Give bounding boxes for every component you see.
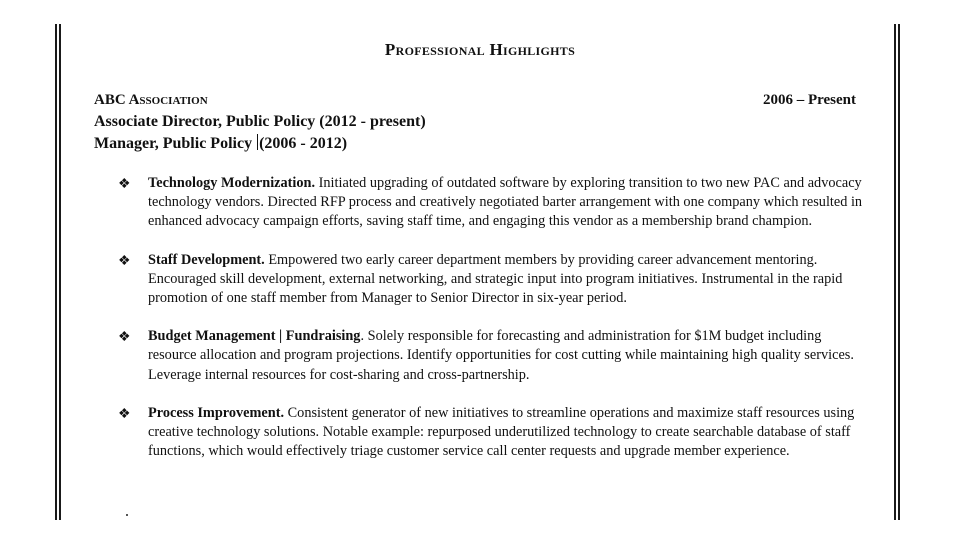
highlight-item: [118, 327, 866, 385]
diamond-bullet-icon: ❖: [118, 330, 131, 346]
page-border-left: [55, 24, 61, 520]
highlight-title: Process Improvement.: [148, 404, 285, 421]
highlight-title: Budget Management | Fundraising: [148, 328, 361, 345]
role-title-manager: [94, 134, 347, 153]
highlight-body: Empowered two early career department members by providing career advancement mentoring. Encouraged skill development, external networking, and strategic input into program initiatives. Instrumental in the rapid promotion of one staff member from Manager to Senior Director in six-year period.: [148, 251, 843, 307]
highlight-title: Staff Development.: [148, 251, 265, 268]
highlight-title: Technology Modernization.: [148, 175, 316, 191]
role-title-manager-part2: (2006 - 2012): [259, 135, 348, 152]
page-border-right: [894, 24, 900, 520]
role-title-manager-part1: Manager, Public Policy: [94, 135, 257, 152]
highlight-text: [148, 327, 866, 385]
highlight-text: [148, 251, 866, 309]
diamond-bullet-icon: ❖: [118, 253, 131, 269]
highlight-item: [118, 251, 866, 309]
highlights-list: [118, 174, 866, 480]
role-title-associate-director: Associate Director, Public Policy (2012 - present): [94, 113, 426, 130]
highlight-body: Consistent generator of new initiatives to streamline operations and maximize staff resources using creative technology solutions. Notable example: repurposed underutilized technology to create searchable database of staff functions, which would effectively triage customer service call center requests and upgrade member experience.: [148, 404, 855, 460]
employer-dates: 2006 – Present: [762, 92, 856, 108]
highlight-body: . Solely responsible for forecasting and administration for $1M budget including resource allocation and program projections. Identify opportunities for cost cutting while maintaining high quality services. Leverage internal resources for cost-sharing and cross-partnership.: [148, 328, 854, 383]
text-cursor: [257, 134, 258, 150]
highlight-item: [118, 404, 866, 462]
section-heading: Professional Highlights: [384, 40, 576, 59]
highlight-item: [118, 174, 866, 232]
stray-dot-mark: [126, 514, 128, 516]
employer-line: [94, 92, 856, 109]
diamond-bullet-icon: ❖: [118, 406, 131, 422]
highlight-text: [148, 404, 866, 462]
diamond-bullet-icon: ❖: [118, 177, 131, 192]
highlight-body: Initiated upgrading of outdated software by exploring transition to two new PAC and advocacy technology vendors. Directed RFP process and creatively negotiated barter arrangement with one company which resulted in enhanced advocacy campaign efforts, saving staff time, and engaging this vendor as a membership brand champion.: [148, 175, 863, 230]
highlight-text: [148, 174, 866, 232]
employer-name: ABC Association: [94, 92, 208, 108]
